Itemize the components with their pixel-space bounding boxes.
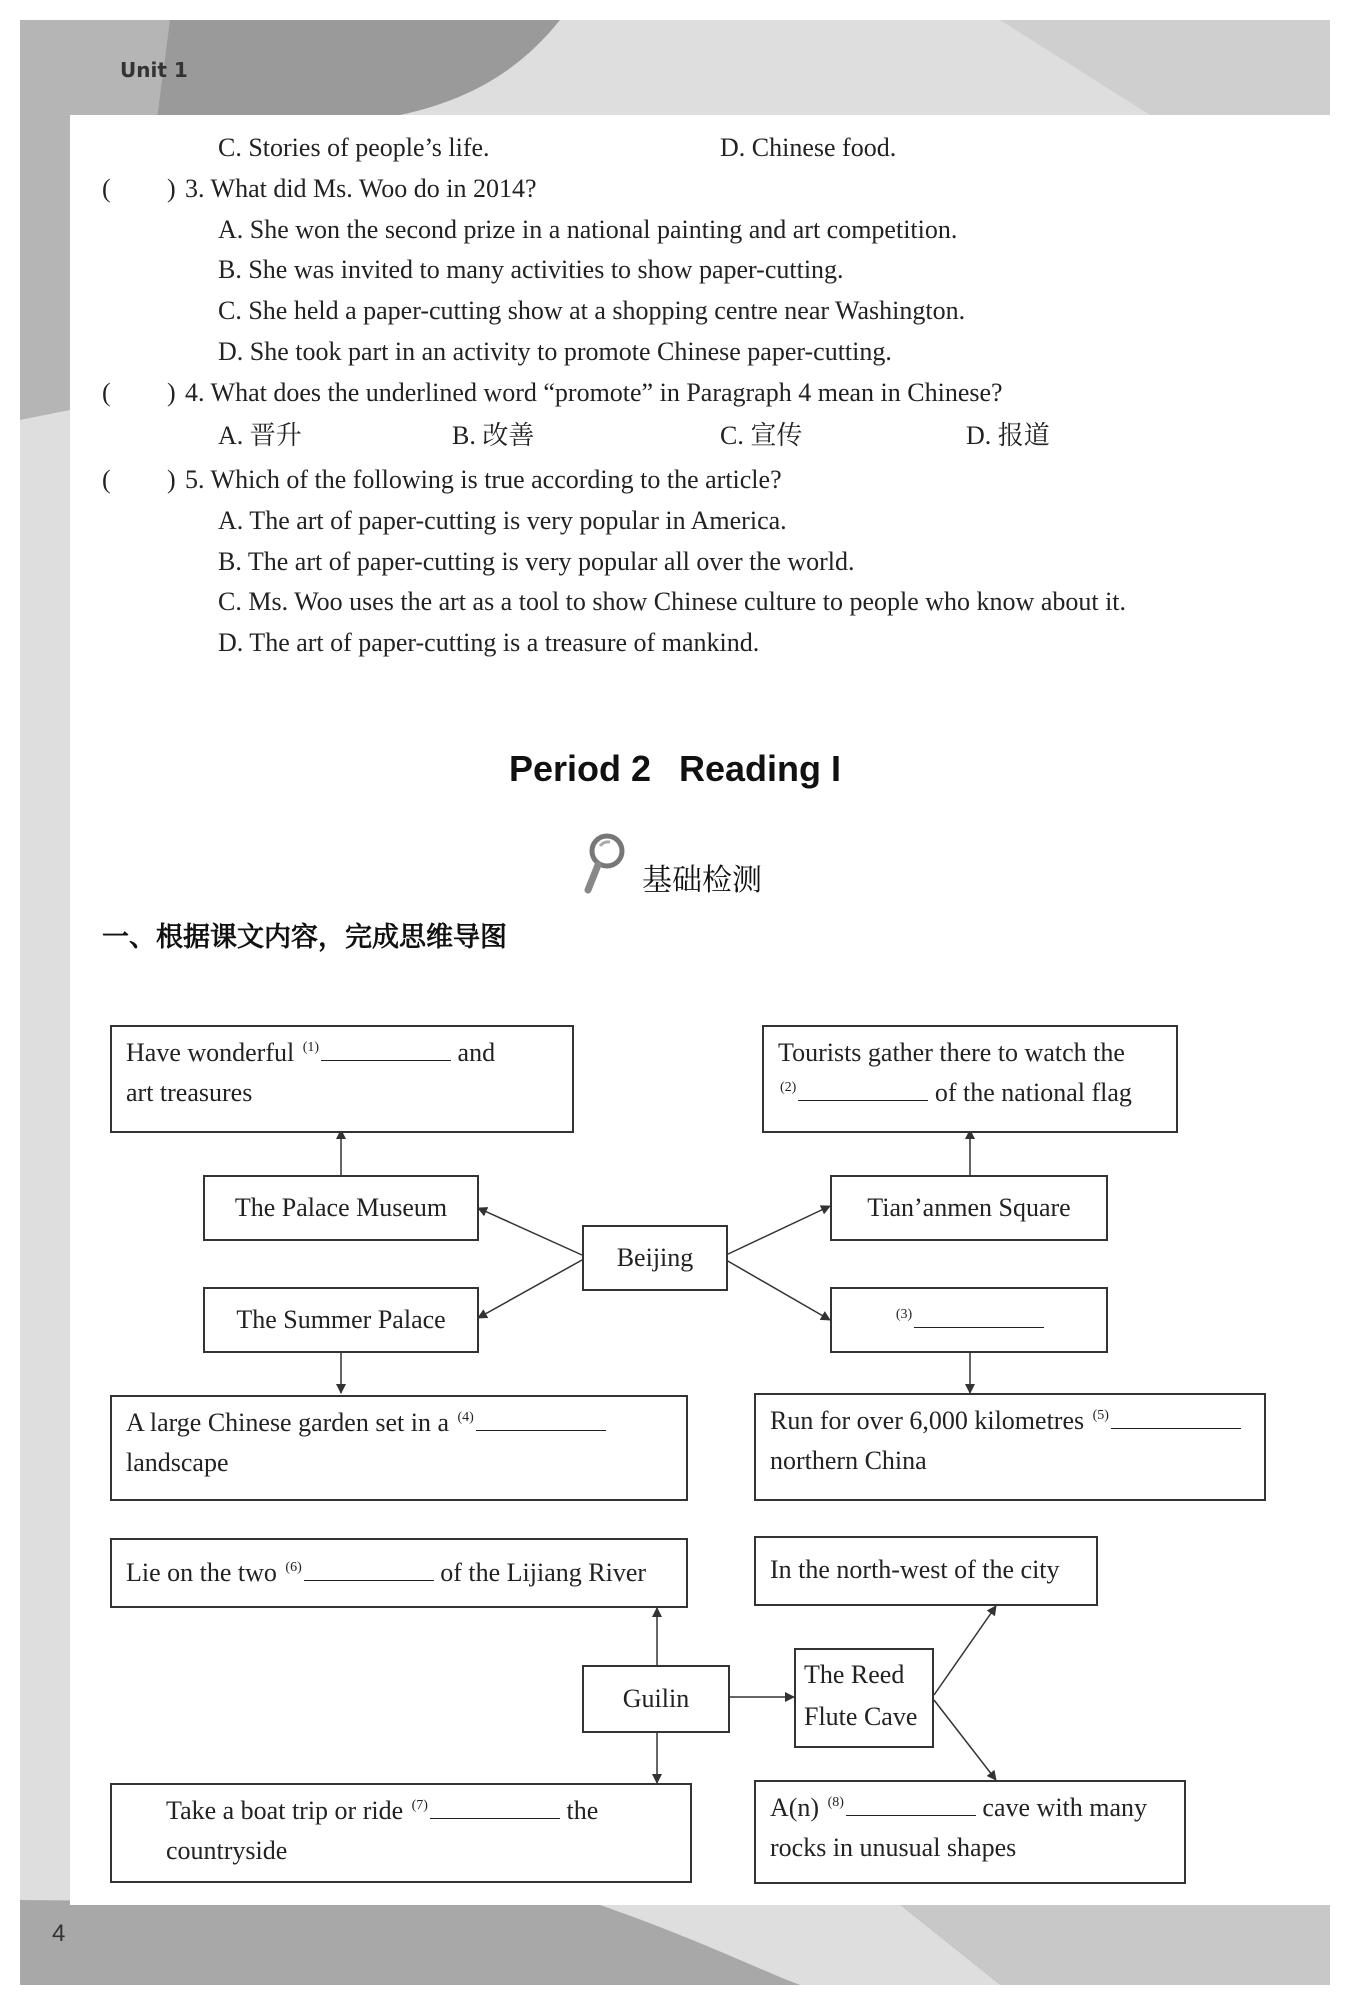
q4-option-a: A. 晋升 [218, 421, 302, 450]
box4-text: A large Chinese garden set in a [126, 1408, 449, 1437]
mindmap-box-4 [110, 1395, 688, 1501]
mindmap-box-3 [830, 1287, 1108, 1353]
q4-answer-bracket-open: ( [102, 378, 111, 407]
box6-text: Lie on the two [126, 1558, 277, 1587]
guilin-node: Guilin [582, 1665, 730, 1733]
unit-label: Unit 1 [120, 58, 188, 82]
q2-option-d: D. Chinese food. [720, 133, 897, 162]
q3-option-b: B. She was invited to many activities to show paper-cutting. [218, 255, 844, 284]
q3-answer-bracket-open: ( [102, 174, 111, 203]
mindmap-box-6 [110, 1538, 688, 1608]
q4-question-text: 4. What does the underlined word “promote” in Paragraph 4 mean in Chinese? [185, 378, 1003, 407]
blank-2[interactable] [798, 1074, 928, 1101]
blank-5[interactable] [1111, 1402, 1241, 1429]
q5-option-c: C. Ms. Woo uses the art as a tool to show Chinese culture to people who know about it. [218, 587, 1127, 616]
q3-option-d: D. She took part in an activity to promote Chinese paper-cutting. [218, 337, 892, 366]
box7-text-post: the [566, 1796, 599, 1825]
q4-option-d: D. 报道 [966, 421, 1050, 450]
blank-6-number: (6) [285, 1560, 302, 1576]
box2-text-line2: of the national flag [934, 1078, 1132, 1107]
section-heading: 基础检测 [642, 863, 762, 898]
box5-text-line2: northern China [770, 1446, 927, 1475]
reed-flute-cave-node [794, 1648, 934, 1748]
box1-text-and: and [457, 1038, 496, 1067]
q5-question-text: 5. Which of the following is true according to the article? [185, 465, 782, 494]
mindmap-box-1 [110, 1025, 574, 1133]
blank-3[interactable] [914, 1301, 1044, 1328]
box1-text: Have wonderful [126, 1038, 295, 1067]
q3-option-c: C. She held a paper-cutting show at a shopping centre near Washington. [218, 296, 966, 325]
q4-option-b: B. 改善 [452, 421, 535, 450]
q2-option-c: C. Stories of people’s life. [218, 133, 490, 162]
q5-option-a: A. The art of paper-cutting is very popular in America. [218, 506, 787, 535]
mindmap-box-5 [754, 1393, 1266, 1501]
q5-option-d: D. The art of paper-cutting is a treasure of mankind. [218, 628, 760, 657]
blank-8[interactable] [846, 1789, 976, 1816]
blank-1[interactable] [321, 1034, 451, 1061]
beijing-node: Beijing [582, 1225, 728, 1291]
box8-text-post: cave with many [982, 1793, 1148, 1822]
blank-4-number: (4) [457, 1410, 474, 1426]
blank-4[interactable] [476, 1404, 606, 1431]
palace-museum-node: The Palace Museum [203, 1175, 479, 1241]
q5-answer-bracket-open: ( [102, 465, 111, 494]
reed-flute-line2: Flute Cave [804, 1702, 918, 1731]
mindmap-box-7 [110, 1783, 692, 1883]
box6-text-post: of the Lijiang River [440, 1558, 647, 1587]
mindmap-box-2 [762, 1025, 1178, 1133]
q3-answer-bracket-close: ) [167, 174, 176, 203]
box7-text-line2: countryside [166, 1836, 288, 1865]
box4-text-line2: landscape [126, 1448, 229, 1477]
period-number: Period 2 [508, 748, 652, 789]
mindmap-box-8 [754, 1780, 1186, 1884]
period-topic: Reading I [679, 748, 842, 789]
box1-text-line2: art treasures [126, 1078, 253, 1107]
blank-3-number: (3) [895, 1307, 913, 1323]
q5-option-b: B. The art of paper-cutting is very popular all over the world. [218, 547, 855, 576]
task-instruction: 一、根据课文内容，完成思维导图 [102, 922, 507, 953]
summer-palace-node: The Summer Palace [203, 1287, 479, 1353]
page-number: 4 [52, 1920, 66, 1947]
box5-text: Run for over 6,000 kilometres [770, 1406, 1085, 1435]
box8-text: A(n) [770, 1793, 820, 1822]
blank-6[interactable] [304, 1554, 434, 1581]
q4-option-c: C. 宣传 [720, 421, 803, 450]
blank-7[interactable] [430, 1792, 560, 1819]
blank-2-number: (2) [780, 1080, 797, 1096]
q3-option-a: A. She won the second prize in a national painting and art competition. [218, 215, 958, 244]
box2-text-line1: Tourists gather there to watch the [778, 1038, 1125, 1067]
reed-flute-line1: The Reed [804, 1660, 905, 1689]
box7-text: Take a boat trip or ride [166, 1796, 404, 1825]
tiananmen-node: Tian’anmen Square [830, 1175, 1108, 1241]
blank-7-number: (7) [411, 1798, 428, 1814]
q5-answer-bracket-close: ) [167, 465, 176, 494]
q4-answer-bracket-close: ) [167, 378, 176, 407]
mindmap-box-nw: In the north-west of the city [754, 1536, 1098, 1606]
box8-text-line2: rocks in unusual shapes [770, 1833, 1017, 1862]
blank-1-number: (1) [302, 1040, 320, 1056]
q3-question-text: 3. What did Ms. Woo do in 2014? [185, 174, 537, 203]
blank-8-number: (8) [827, 1795, 844, 1811]
blank-5-number: (5) [1092, 1408, 1109, 1424]
